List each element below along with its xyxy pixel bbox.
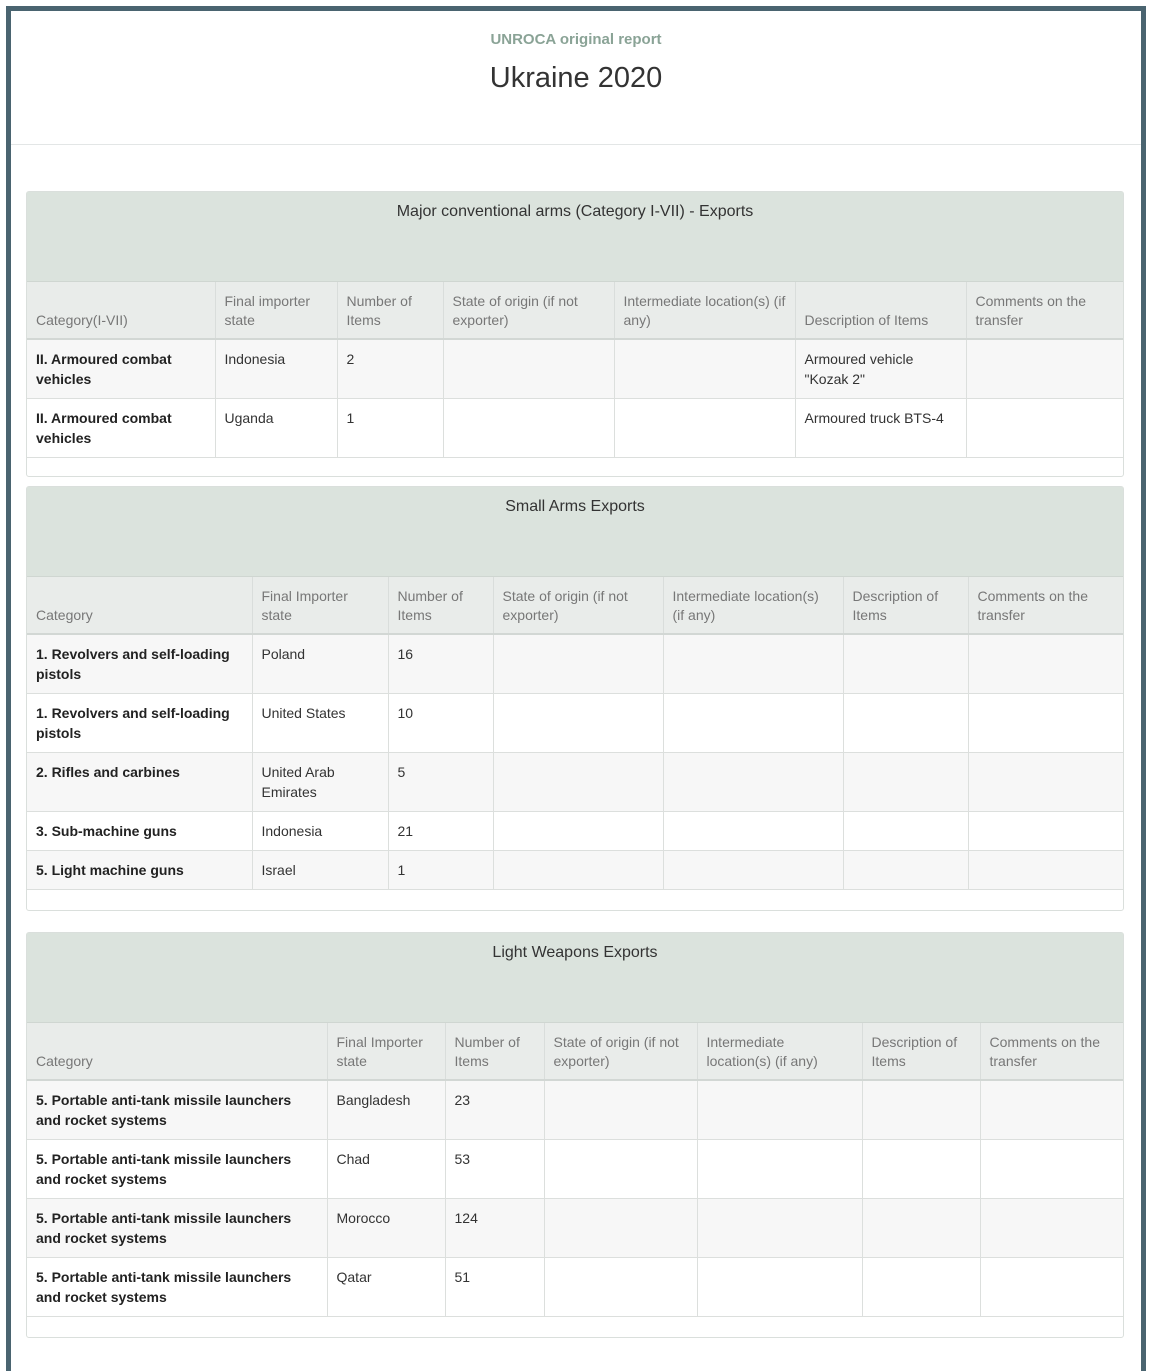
comments-cell [968,694,1123,753]
table-header-row [27,282,1123,339]
importer-cell: Qatar [327,1258,445,1317]
origin-cell [493,812,663,851]
table-row [27,1258,1123,1317]
light-weapons-table [27,1023,1123,1317]
category-cell: II. Armoured combat vehicles [27,339,215,399]
description-cell [862,1258,980,1317]
intermediate-cell [663,851,843,890]
number-cell: 124 [445,1199,544,1258]
column-header: State of origin (if not exporter) [493,577,663,634]
origin-cell [544,1140,697,1199]
intermediate-cell [663,634,843,694]
number-cell: 10 [388,694,493,753]
intermediate-cell [614,399,795,458]
intermediate-cell [663,694,843,753]
description-cell [862,1140,980,1199]
small-arms-table [27,577,1123,890]
table-row [27,634,1123,694]
column-header: Number of Items [337,282,443,339]
importer-cell: Morocco [327,1199,445,1258]
importer-cell: Poland [252,634,388,694]
origin-cell [443,399,614,458]
number-cell: 51 [445,1258,544,1317]
table-row [27,1080,1123,1140]
table-row [27,339,1123,399]
origin-cell [493,634,663,694]
comments-cell [980,1140,1123,1199]
importer-cell: United Arab Emirates [252,753,388,812]
report-frame [6,6,1146,1371]
comments-cell [966,399,1123,458]
table-row [27,1140,1123,1199]
column-header: Intermediate location(s) (if any) [614,282,795,339]
intermediate-cell [663,812,843,851]
comments-cell [968,812,1123,851]
report-header [11,11,1141,145]
category-cell: 5. Portable anti-tank missile launchers and rocket systems [27,1258,327,1317]
origin-cell [544,1080,697,1140]
section-title: Small Arms Exports [27,487,1123,577]
intermediate-cell [697,1199,862,1258]
origin-cell [544,1199,697,1258]
table-row [27,812,1123,851]
column-header: Category [27,1023,327,1080]
column-header: Comments on the transfer [966,282,1123,339]
description-cell [843,694,968,753]
description-cell [862,1199,980,1258]
table-header-row [27,1023,1123,1080]
section-light-weapons [26,932,1124,1338]
category-cell: 5. Portable anti-tank missile launchers and rocket systems [27,1140,327,1199]
major-arms-table [27,282,1123,458]
column-header: Final importer state [215,282,337,339]
category-cell: 3. Sub-machine guns [27,812,252,851]
importer-cell: Israel [252,851,388,890]
description-cell [843,634,968,694]
number-cell: 5 [388,753,493,812]
importer-cell: Bangladesh [327,1080,445,1140]
origin-cell [493,694,663,753]
comments-cell [966,339,1123,399]
origin-cell [544,1258,697,1317]
column-header: Intermediate location(s) (if any) [663,577,843,634]
origin-cell [443,339,614,399]
column-header: Category [27,577,252,634]
table-row [27,1199,1123,1258]
page-title: Ukraine 2020 [489,62,663,94]
category-cell: 5. Portable anti-tank missile launchers and rocket systems [27,1080,327,1140]
report-kicker: UNROCA original report [490,31,662,48]
description-cell: Armoured truck BTS-4 [795,399,966,458]
column-header: Final Importer state [252,577,388,634]
section-major-arms [26,191,1124,477]
table-header-row [27,577,1123,634]
category-cell: 1. Revolvers and self-loading pistols [27,694,252,753]
column-header: Intermediate location(s) (if any) [697,1023,862,1080]
column-header: Comments on the transfer [968,577,1123,634]
column-header: Final Importer state [327,1023,445,1080]
importer-cell: Chad [327,1140,445,1199]
description-cell: Armoured vehicle "Kozak 2" [795,339,966,399]
table-row [27,399,1123,458]
description-cell [843,812,968,851]
importer-cell: Indonesia [252,812,388,851]
table-row [27,694,1123,753]
comments-cell [968,753,1123,812]
description-cell [843,753,968,812]
origin-cell [493,851,663,890]
intermediate-cell [697,1080,862,1140]
category-cell: II. Armoured combat vehicles [27,399,215,458]
intermediate-cell [697,1140,862,1199]
comments-cell [980,1199,1123,1258]
column-header: Comments on the transfer [980,1023,1123,1080]
category-cell: 1. Revolvers and self-loading pistols [27,634,252,694]
column-header: Description of Items [795,282,966,339]
section-title: Major conventional arms (Category I-VII) - Exports [27,192,1123,282]
column-header: State of origin (if not exporter) [443,282,614,339]
column-header: State of origin (if not exporter) [544,1023,697,1080]
section-small-arms [26,486,1124,911]
column-header: Description of Items [843,577,968,634]
intermediate-cell [663,753,843,812]
number-cell: 1 [388,851,493,890]
number-cell: 23 [445,1080,544,1140]
comments-cell [968,851,1123,890]
category-cell: 5. Light machine guns [27,851,252,890]
column-header: Category(I-VII) [27,282,215,339]
origin-cell [493,753,663,812]
importer-cell: United States [252,694,388,753]
category-cell: 5. Portable anti-tank missile launchers and rocket systems [27,1199,327,1258]
column-header: Number of Items [445,1023,544,1080]
description-cell [862,1080,980,1140]
number-cell: 16 [388,634,493,694]
number-cell: 2 [337,339,443,399]
column-header: Description of Items [862,1023,980,1080]
table-row [27,753,1123,812]
column-header: Number of Items [388,577,493,634]
table-row [27,851,1123,890]
comments-cell [968,634,1123,694]
number-cell: 21 [388,812,493,851]
importer-cell: Uganda [215,399,337,458]
comments-cell [980,1258,1123,1317]
section-title: Light Weapons Exports [27,933,1123,1023]
intermediate-cell [697,1258,862,1317]
description-cell [843,851,968,890]
category-cell: 2. Rifles and carbines [27,753,252,812]
comments-cell [980,1080,1123,1140]
importer-cell: Indonesia [215,339,337,399]
intermediate-cell [614,339,795,399]
number-cell: 53 [445,1140,544,1199]
number-cell: 1 [337,399,443,458]
